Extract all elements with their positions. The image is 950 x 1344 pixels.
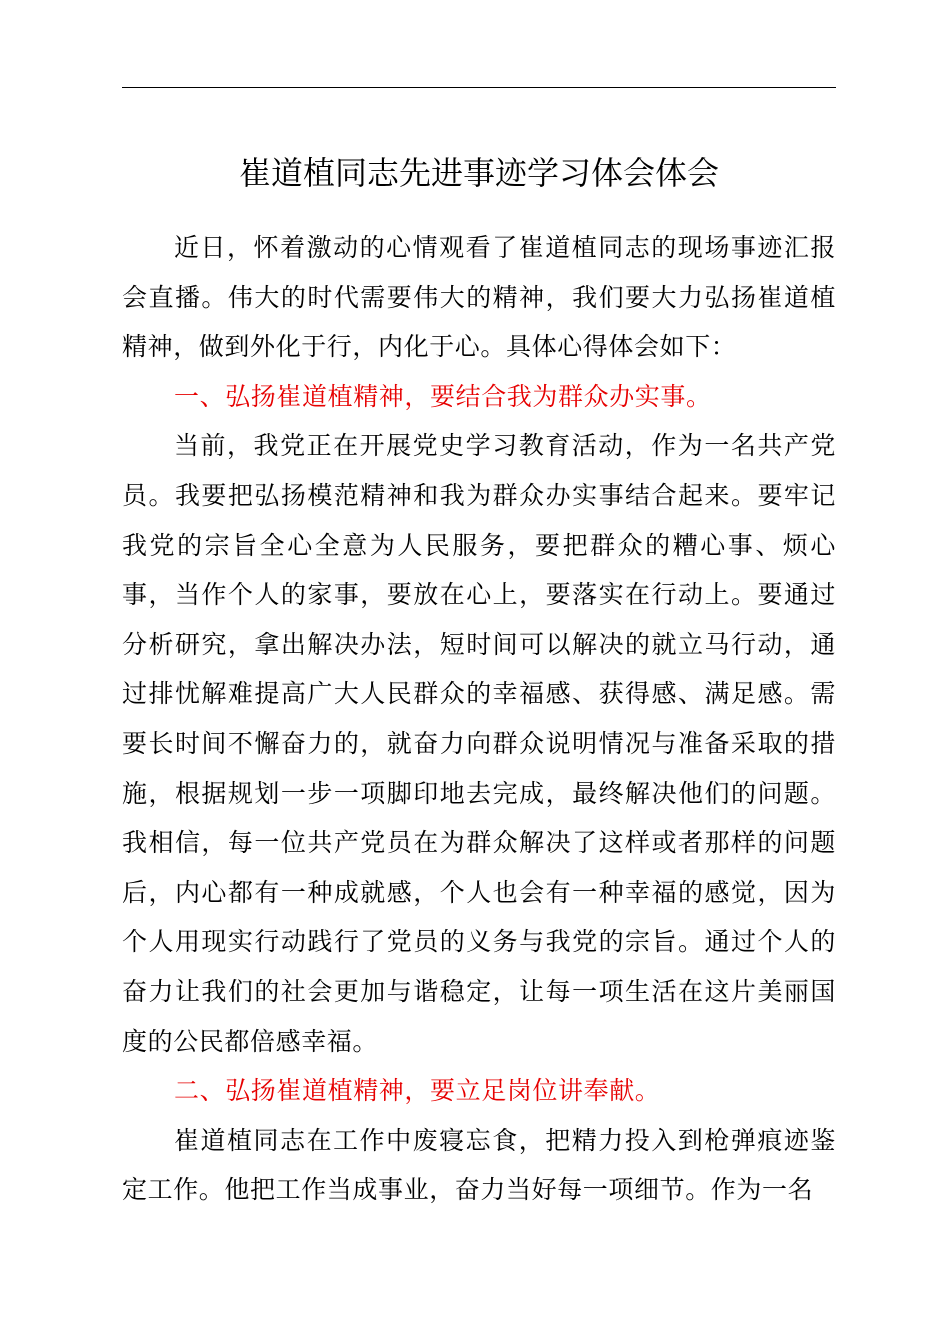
document-title: 崔道植同志先进事迹学习体会体会 bbox=[238, 154, 719, 192]
section-heading-1: 一、弘扬崔道植精神，要结合我为群众办实事。 bbox=[174, 381, 712, 411]
paragraph-intro: 近日，怀着激动的心情观看了崔道植同志的现场事迹汇报会直播。伟大的时代需要伟大的精神，我们要大力弘扬崔道植精神，做到外化于行，内化于心。具体心得体会如下： bbox=[122, 233, 836, 362]
document-body bbox=[122, 223, 836, 1215]
paragraph-section-2: 崔道植同志在工作中废寝忘食，把精力投入到枪弹痕迹鉴定工作。他把工作当成事业，奋力当好每一项细节。作为一名 bbox=[122, 1125, 836, 1205]
header-rule bbox=[122, 87, 836, 88]
paragraph-section-1: 当前，我党正在开展党史学习教育活动，作为一名共产党员。我要把弘扬模范精神和我为群众办实事结合起来。要牢记我党的宗旨全心全意为人民服务，要把群众的糟心事、烦心事，当作个人的家事，要放在心上，要落实在行动上。要通过分析研究，拿出解决办法，短时间可以解决的就立马行动，通过排忧解难提高广大人民群众的幸福感、获得感、满足感。需要长时间不懈奋力的，就奋力向群众说明情况与准备采取的措施，根据规划一步一项脚印地去完成，最终解决他们的问题。我相信，每一位共产党员在为群众解决了这样或者那样的问题后，内心都有一种成就感，个人也会有一种幸福的感觉，因为个人用现实行动践行了党员的义务与我党的宗旨。通过个人的奋力让我们的社会更加与谐稳定，让每一项生活在这片美丽国度的公民都倍感幸福。 bbox=[122, 431, 836, 1056]
section-heading-2: 二、弘扬崔道植精神，要立足岗位讲奉献。 bbox=[174, 1076, 661, 1106]
